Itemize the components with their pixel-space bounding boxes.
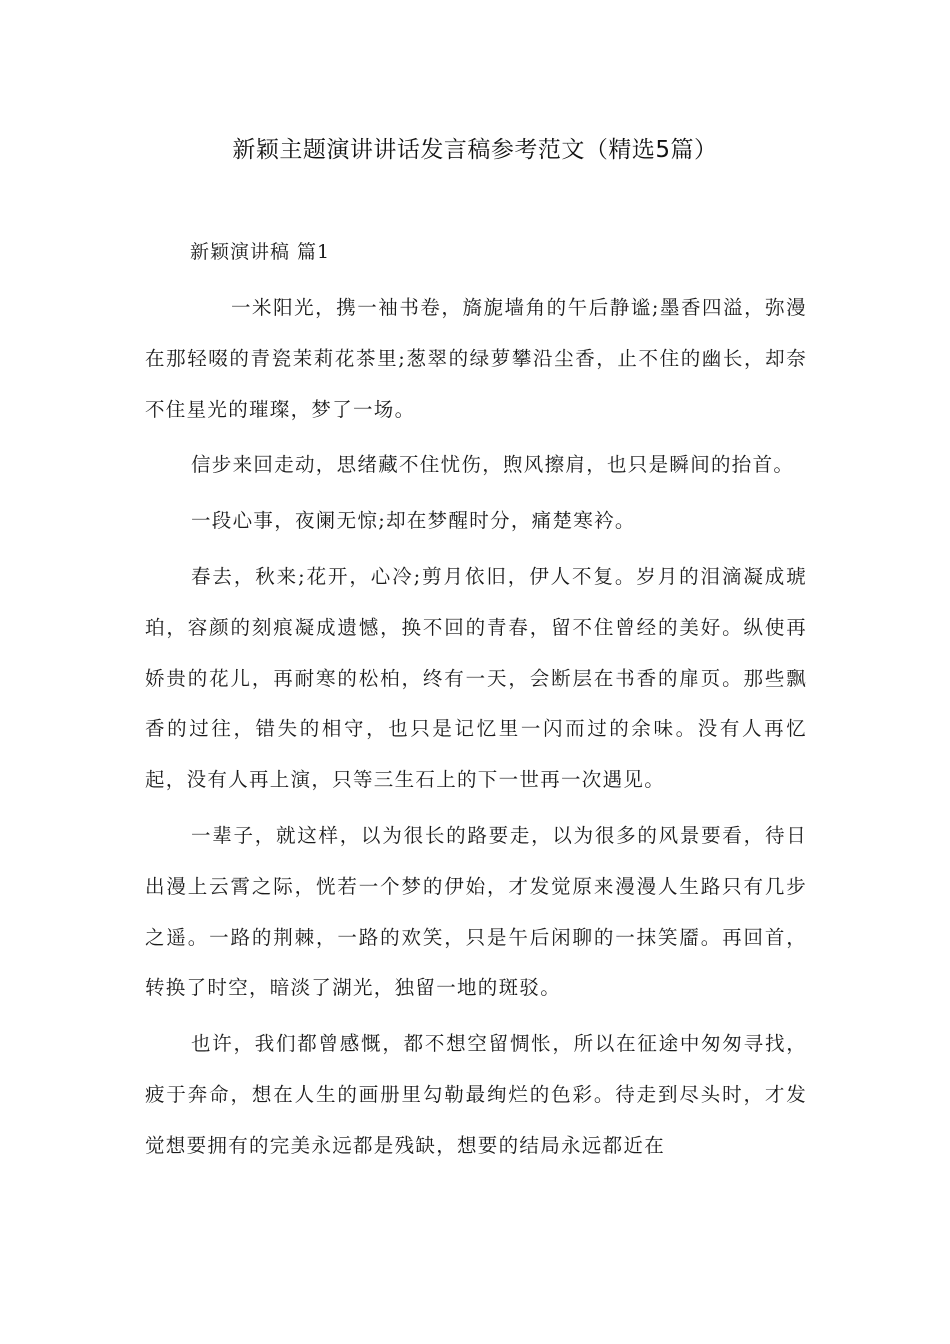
paragraph: 一段心事，夜阑无惊;却在梦醒时分，痛楚寒衿。 (191, 509, 636, 533)
paragraph: 一米阳光，携一袖书卷，旖旎墙角的午后静谧;墨香四溢，弥漫在那轻啜的青瓷茉莉花茶里;葱翠的绿萝攀沿尘香，止不住的幽长，却奈不住星光的璀璨，梦了一场。 (145, 296, 807, 421)
paragraph: 一辈子，就这样，以为很长的路要走，以为很多的风景要看，待日出漫上云霄之际，恍若一个梦的伊始，才发觉原来漫漫人生路只有几步之遥。一路的荆棘，一路的欢笑，只是午后闲聊的一抹笑靥。再回首，转换了时空，暗淡了湖光，独留一地的斑驳。 (145, 823, 807, 1000)
paragraph: 春去，秋来;花开，心冷;剪月依旧，伊人不复。岁月的泪滴凝成琥珀，容颜的刻痕凝成遗憾，换不回的青春，留不住曾经的美好。纵使再娇贵的花儿，再耐寒的松柏，终有一天，会断层在书香的扉页。那些飘香的过往，错失的相守，也只是记忆里一闪而过的余味。没有人再忆起，没有人再上演，只等三生石上的下一世再一次遇见。 (145, 564, 807, 792)
paragraph: 也许，我们都曾感慨，都不想空留惆怅，所以在征途中匆匆寻找，疲于奔命，想在人生的画册里勾勒最绚烂的色彩。待走到尽头时，才发觉想要拥有的完美永远都是残缺，想要的结局永远都近在 (145, 1032, 807, 1157)
document-title: 新颖主题演讲讲话发言稿参考范文（精选5篇） (232, 137, 718, 163)
document-body (145, 283, 807, 1177)
section-heading: 新颖演讲稿 篇1 (190, 241, 331, 263)
paragraph: 信步来回走动，思绪藏不住忧伤，煦风擦肩，也只是瞬间的抬首。 (191, 453, 795, 477)
